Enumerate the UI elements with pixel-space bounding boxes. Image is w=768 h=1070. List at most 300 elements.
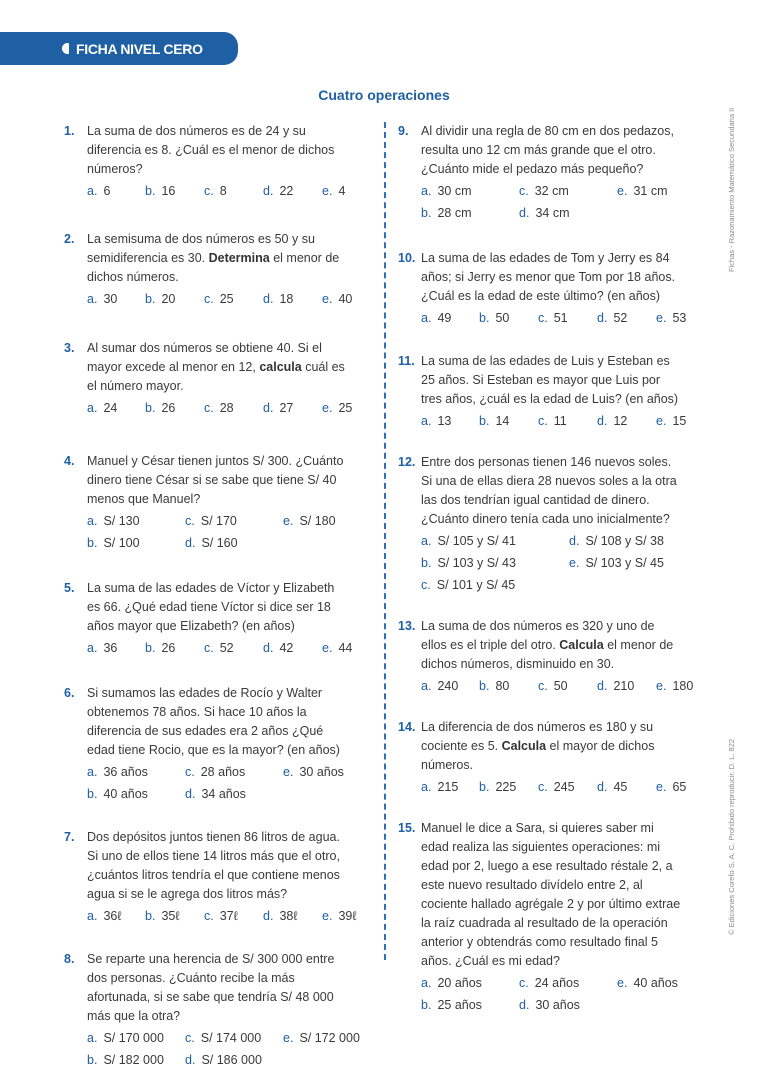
problem-statement <box>421 249 683 306</box>
option-letter: a. <box>421 414 432 428</box>
problem-11 <box>398 352 687 431</box>
answer-option[interactable] <box>538 778 597 797</box>
option-letter: a. <box>421 534 432 548</box>
option-value: 26 <box>161 641 176 655</box>
answer-option[interactable] <box>87 1029 185 1048</box>
problem-statement <box>421 617 683 674</box>
option-letter: a. <box>421 184 432 198</box>
option-value: 20 <box>161 292 176 306</box>
problem-1 <box>64 122 349 201</box>
answer-options <box>421 412 687 431</box>
problem-number: 12. <box>398 455 416 469</box>
option-value: S/ 103 y S/ 45 <box>585 556 664 570</box>
option-letter: c. <box>538 679 548 693</box>
option-letter: b. <box>479 679 490 693</box>
statement-text: Si sumamos las edades de Rocío y Walter obtenemos 78 años. Si hace 10 años la diferencia de sus edades era 2 años ¿Qué edad tiene Rocio, que es la mayor? (en años) <box>87 686 340 757</box>
option-value: 240 <box>437 679 459 693</box>
answer-option[interactable] <box>421 778 479 797</box>
problem-9 <box>398 122 683 223</box>
answer-option[interactable] <box>421 554 569 573</box>
option-value: S/ 170 000 <box>103 1031 164 1045</box>
answer-option[interactable] <box>519 182 617 201</box>
option-value: S/ 160 <box>201 536 238 550</box>
option-letter: e. <box>656 679 667 693</box>
option-value: 65 <box>672 780 687 794</box>
option-value: 45 <box>613 780 628 794</box>
answer-option[interactable] <box>87 290 145 309</box>
problem-number: 14. <box>398 720 416 734</box>
answer-option[interactable] <box>283 1029 373 1048</box>
answer-option[interactable] <box>421 204 519 223</box>
side-note-bottom: © Ediciones Corefo S. A. C. Prohibido reproducir. D. L. 822 <box>727 738 736 935</box>
option-letter: a. <box>421 311 432 325</box>
option-letter: c. <box>185 514 195 528</box>
option-letter: e. <box>322 641 333 655</box>
option-value: 30 <box>103 292 118 306</box>
option-value: 25 <box>219 292 234 306</box>
problem-statement <box>421 122 683 179</box>
option-letter: c. <box>204 401 214 415</box>
answer-option[interactable] <box>145 182 204 201</box>
option-letter: c. <box>204 909 214 923</box>
answer-option[interactable] <box>538 309 597 328</box>
option-letter: d. <box>263 401 274 415</box>
option-value: 6 <box>103 184 111 198</box>
option-letter: b. <box>479 780 490 794</box>
option-letter: a. <box>87 765 98 779</box>
answer-option[interactable] <box>87 534 185 553</box>
option-letter: e. <box>322 909 333 923</box>
problem-8 <box>64 950 360 1070</box>
answer-option[interactable] <box>283 512 373 531</box>
option-value: 180 <box>672 679 694 693</box>
option-value: 49 <box>437 311 452 325</box>
option-letter: e. <box>283 1031 294 1045</box>
answer-option[interactable] <box>597 677 656 696</box>
answer-option[interactable] <box>597 309 656 328</box>
answer-option[interactable] <box>87 785 185 804</box>
answer-option[interactable] <box>519 974 617 993</box>
problem-statement <box>87 828 349 904</box>
option-value: 42 <box>279 641 294 655</box>
option-value: 14 <box>495 414 510 428</box>
answer-option[interactable] <box>421 309 479 328</box>
option-letter: c. <box>538 780 548 794</box>
statement-text: Al dividir una regla de 80 cm en dos pedazos, resulta uno 12 cm más grande que el otro. ¿Cuánto mide el pedazo más pequeño? <box>421 124 674 176</box>
option-letter: d. <box>569 534 580 548</box>
option-value: 15 <box>672 414 687 428</box>
answer-option[interactable] <box>87 182 145 201</box>
answer-option[interactable] <box>656 677 706 696</box>
answer-option[interactable] <box>145 290 204 309</box>
right-column <box>398 122 694 1015</box>
answer-option[interactable] <box>185 1051 283 1070</box>
statement-text: La suma de las edades de Tom y Jerry es 84 años; si Jerry es menor que Tom por 18 años. ¿Cuál es la edad de este último? (en años) <box>421 251 676 303</box>
answer-options <box>421 309 687 328</box>
option-value: 30 cm <box>437 184 472 198</box>
option-letter: e. <box>617 184 628 198</box>
answer-option[interactable] <box>204 399 263 418</box>
option-value: 24 <box>103 401 118 415</box>
option-value: 36 <box>103 641 118 655</box>
answer-option[interactable] <box>479 677 538 696</box>
option-letter: e. <box>283 765 294 779</box>
problem-statement <box>87 230 349 287</box>
answer-option[interactable] <box>421 532 569 551</box>
problem-2 <box>64 230 353 309</box>
problem-statement <box>87 684 349 760</box>
banner-title: FICHA NIVEL CERO <box>76 40 203 57</box>
problem-statement <box>87 339 349 396</box>
option-letter: d. <box>263 909 274 923</box>
column-divider <box>384 122 386 960</box>
problem-statement <box>87 122 349 179</box>
option-letter: d. <box>597 414 608 428</box>
problem-14 <box>398 718 687 797</box>
answer-option[interactable] <box>479 309 538 328</box>
answer-option[interactable] <box>204 907 263 926</box>
option-letter: d. <box>185 1053 196 1067</box>
option-letter: c. <box>519 184 529 198</box>
option-letter: a. <box>87 514 98 528</box>
answer-option[interactable] <box>145 907 204 926</box>
answer-options <box>421 182 683 223</box>
statement-keyword: Determina <box>208 251 270 265</box>
statement-text: Manuel le dice a Sara, si quieres saber mi edad realiza las siguientes operaciones: mi edad por 2, luego a ese resultado réstale 2, a este nuevo resultado divídelo entre 2, al cociente hallado agrégale 2 y por último extrae la raíz cuadrada al resultado de la operación anterior y obtendrás como resultado final 5 años. ¿Cuál es mi edad? <box>421 821 681 968</box>
answer-option[interactable] <box>479 778 538 797</box>
option-letter: a. <box>421 976 432 990</box>
option-letter: b. <box>87 536 98 550</box>
answer-option[interactable] <box>421 996 519 1015</box>
answer-option[interactable] <box>87 399 145 418</box>
option-value: 51 <box>553 311 568 325</box>
problem-statement <box>421 718 683 775</box>
answer-option[interactable] <box>87 763 185 782</box>
option-value: 22 <box>279 184 294 198</box>
problem-number: 8. <box>64 952 75 966</box>
answer-options <box>87 512 349 553</box>
answer-option[interactable] <box>617 974 707 993</box>
answer-option[interactable] <box>519 996 617 1015</box>
statement-text: Se reparte una herencia de S/ 300 000 entre dos personas. ¿Cuánto recibe la más afortunada, si se sabe que tendría S/ 48 000 más que la otra? <box>87 952 335 1023</box>
option-letter: a. <box>87 184 98 198</box>
option-letter: d. <box>597 311 608 325</box>
problem-number: 5. <box>64 581 75 595</box>
answer-option[interactable] <box>185 785 283 804</box>
side-note-top: Fichas - Razonamiento Matemático Secundaria II <box>727 107 736 272</box>
option-letter: d. <box>263 641 274 655</box>
answer-option[interactable] <box>421 576 569 595</box>
option-value: 38ℓ <box>279 909 298 923</box>
statement-text: el menor de dichos números, disminuido en 30. <box>421 638 674 671</box>
answer-option[interactable] <box>204 639 263 658</box>
answer-option[interactable] <box>479 412 538 431</box>
problem-statement <box>87 579 349 636</box>
statement-text: Manuel y César tienen juntos S/ 300. ¿Cuánto dinero tiene César si se sabe que tiene S/ 40 menos que Manuel? <box>87 454 344 506</box>
option-value: 18 <box>279 292 294 306</box>
problem-number: 11. <box>398 354 415 368</box>
answer-option[interactable] <box>569 532 709 551</box>
answer-options <box>421 778 687 797</box>
answer-option[interactable] <box>597 778 656 797</box>
answer-option[interactable] <box>421 412 479 431</box>
problem-number: 15. <box>398 821 416 835</box>
option-value: 32 cm <box>534 184 569 198</box>
option-value: S/ 180 <box>299 514 336 528</box>
answer-option[interactable] <box>322 399 372 418</box>
answer-option[interactable] <box>538 677 597 696</box>
problem-15 <box>398 819 683 1015</box>
option-value: 27 <box>279 401 294 415</box>
option-value: S/ 172 000 <box>299 1031 360 1045</box>
option-value: 25 años <box>437 998 482 1012</box>
option-value: 50 <box>495 311 510 325</box>
option-letter: b. <box>421 998 432 1012</box>
option-letter: d. <box>597 679 608 693</box>
answer-option[interactable] <box>263 182 322 201</box>
problem-4 <box>64 452 349 553</box>
option-value: 215 <box>437 780 459 794</box>
statement-text: Entre dos personas tienen 146 nuevos soles. Si una de ellas diera 28 nuevos soles a la otra las dos tendrían igual cantidad de dinero. ¿Cuánto dinero tenía cada uno inicialmente? <box>421 455 677 526</box>
problem-statement <box>421 453 683 529</box>
statement-text: La suma de las edades de Luis y Esteban es 25 años. Si Esteban es mayor que Luis por tres años, ¿cuál es la edad de Luis? (en años) <box>421 354 679 406</box>
answer-option[interactable] <box>87 1051 185 1070</box>
option-value: S/ 182 000 <box>103 1053 164 1067</box>
option-value: 50 <box>553 679 568 693</box>
answer-option[interactable] <box>87 907 145 926</box>
answer-option[interactable] <box>283 763 373 782</box>
answer-option[interactable] <box>322 290 372 309</box>
answer-option[interactable] <box>656 778 706 797</box>
option-value: S/ 170 <box>200 514 237 528</box>
statement-keyword: calcula <box>259 360 302 374</box>
option-letter: b. <box>145 909 156 923</box>
answer-option[interactable] <box>185 763 283 782</box>
statement-text: La suma de las edades de Víctor y Elizabeth es 66. ¿Qué edad tiene Víctor si dice ser 18 años mayor que Elizabeth? (en años) <box>87 581 335 633</box>
answer-option[interactable] <box>204 290 263 309</box>
option-value: S/ 101 y S/ 45 <box>436 578 516 592</box>
option-letter: d. <box>185 536 196 550</box>
statement-keyword: Calcula <box>559 638 604 652</box>
option-value: 31 cm <box>633 184 668 198</box>
statement-text: La suma de dos números es 320 y uno de ellos es el triple del otro. <box>421 619 655 652</box>
option-value: 37ℓ <box>219 909 238 923</box>
option-value: 80 <box>495 679 510 693</box>
answer-option[interactable] <box>538 412 597 431</box>
option-value: 34 años <box>201 787 246 801</box>
page-title: Cuatro operaciones <box>318 87 450 103</box>
answer-option[interactable] <box>656 309 706 328</box>
option-letter: a. <box>421 679 432 693</box>
option-value: 245 <box>553 780 575 794</box>
option-letter: d. <box>519 206 530 220</box>
option-value: 52 <box>613 311 628 325</box>
answer-option[interactable] <box>569 554 709 573</box>
answer-option[interactable] <box>263 399 322 418</box>
option-letter: d. <box>597 780 608 794</box>
answer-options <box>87 1029 360 1070</box>
answer-option[interactable] <box>322 907 372 926</box>
option-letter: b. <box>479 414 490 428</box>
problem-number: 13. <box>398 619 416 633</box>
option-value: 4 <box>338 184 346 198</box>
option-value: 40 años <box>103 787 148 801</box>
option-letter: e. <box>569 556 580 570</box>
problem-5 <box>64 579 353 658</box>
option-value: 40 años <box>633 976 678 990</box>
option-letter: a. <box>421 780 432 794</box>
option-value: 28 cm <box>437 206 472 220</box>
problem-statement <box>87 452 349 509</box>
option-value: 44 <box>338 641 353 655</box>
option-letter: c. <box>519 976 529 990</box>
option-letter: a. <box>87 292 98 306</box>
option-letter: c. <box>204 641 214 655</box>
statement-text: el mayor de dichos números. <box>421 739 655 772</box>
option-value: 30 años <box>535 998 580 1012</box>
option-letter: b. <box>421 556 432 570</box>
statement-text: cuál es el número mayor. <box>87 360 345 393</box>
option-value: 39ℓ <box>338 909 357 923</box>
answer-option[interactable] <box>185 534 283 553</box>
level-banner <box>0 32 238 65</box>
option-letter: b. <box>145 401 156 415</box>
option-letter: c. <box>538 414 548 428</box>
answer-options <box>421 532 683 595</box>
option-letter: c. <box>185 1031 195 1045</box>
banner-marker-icon <box>62 43 69 54</box>
option-value: 8 <box>219 184 227 198</box>
problem-statement <box>87 950 349 1026</box>
option-value: 16 <box>161 184 176 198</box>
option-letter: d. <box>185 787 196 801</box>
option-value: 210 <box>613 679 635 693</box>
problem-12 <box>398 453 683 595</box>
statement-text: La semisuma de dos números es 50 y su semidiferencia es 30. <box>87 232 315 265</box>
option-letter: b. <box>145 184 156 198</box>
option-value: S/ 174 000 <box>200 1031 262 1045</box>
option-letter: e. <box>656 414 667 428</box>
option-value: 40 <box>338 292 353 306</box>
answer-options <box>421 677 694 696</box>
answer-options <box>87 182 349 201</box>
option-value: 12 <box>613 414 628 428</box>
option-value: 11 <box>553 414 567 428</box>
answer-option[interactable] <box>421 182 519 201</box>
option-letter: a. <box>87 641 98 655</box>
problem-6 <box>64 684 349 804</box>
option-value: 13 <box>437 414 452 428</box>
option-letter: d. <box>519 998 530 1012</box>
answer-option[interactable] <box>204 182 263 201</box>
answer-option[interactable] <box>87 639 145 658</box>
problem-number: 2. <box>64 232 75 246</box>
answer-option[interactable] <box>263 290 322 309</box>
problem-number: 9. <box>398 124 409 138</box>
option-value: 20 años <box>437 976 482 990</box>
option-value: 28 <box>219 401 234 415</box>
answer-options <box>87 290 353 309</box>
answer-options <box>87 639 353 658</box>
option-letter: b. <box>479 311 490 325</box>
answer-option[interactable] <box>145 639 204 658</box>
statement-text: La diferencia de dos números es 180 y su cociente es 5. <box>421 720 654 753</box>
answer-options <box>421 974 683 1015</box>
answer-option[interactable] <box>617 182 707 201</box>
answer-option[interactable] <box>185 512 283 531</box>
option-value: 24 años <box>534 976 580 990</box>
answer-option[interactable] <box>597 412 656 431</box>
option-letter: b. <box>145 292 156 306</box>
option-value: 36ℓ <box>103 909 122 923</box>
option-value: S/ 103 y S/ 43 <box>437 556 516 570</box>
answer-option[interactable] <box>87 512 185 531</box>
answer-options <box>87 907 357 926</box>
answer-options <box>87 763 349 804</box>
answer-option[interactable] <box>421 974 519 993</box>
option-letter: c. <box>421 578 431 592</box>
option-value: 26 <box>161 401 176 415</box>
answer-option[interactable] <box>185 1029 283 1048</box>
answer-option[interactable] <box>421 677 479 696</box>
answer-option[interactable] <box>263 639 322 658</box>
statement-text: Al sumar dos números se obtiene 40. Si el mayor excede al menor en 12, <box>87 341 322 374</box>
option-letter: e. <box>656 311 667 325</box>
problem-number: 6. <box>64 686 75 700</box>
option-letter: c. <box>204 184 214 198</box>
option-value: 53 <box>672 311 687 325</box>
problem-number: 1. <box>64 124 75 138</box>
option-value: S/ 105 y S/ 41 <box>437 534 516 548</box>
option-letter: e. <box>283 514 294 528</box>
answer-option[interactable] <box>656 412 706 431</box>
problem-10 <box>398 249 687 328</box>
left-column <box>64 122 360 1070</box>
answer-option[interactable] <box>322 639 372 658</box>
option-value: 28 años <box>200 765 246 779</box>
problem-7 <box>64 828 357 926</box>
option-value: S/ 100 <box>103 536 140 550</box>
option-letter: b. <box>421 206 432 220</box>
option-letter: c. <box>185 765 195 779</box>
option-value: 225 <box>495 780 517 794</box>
answer-option[interactable] <box>322 182 372 201</box>
option-letter: b. <box>87 787 98 801</box>
option-letter: e. <box>322 401 333 415</box>
problem-number: 10. <box>398 251 416 265</box>
problem-13 <box>398 617 694 696</box>
problem-number: 4. <box>64 454 75 468</box>
option-letter: a. <box>87 909 98 923</box>
option-value: 34 cm <box>535 206 570 220</box>
option-letter: b. <box>145 641 156 655</box>
option-letter: c. <box>538 311 548 325</box>
problem-statement <box>421 819 683 971</box>
option-value: 30 años <box>299 765 344 779</box>
statement-text: Dos depósitos juntos tienen 86 litros de agua. Si uno de ellos tiene 14 litros más que el otro, ¿cuántos litros tendría el que contiene menos agua si se le agrega dos litros más? <box>87 830 340 901</box>
option-letter: a. <box>87 1031 98 1045</box>
option-letter: e. <box>322 184 333 198</box>
option-value: 35ℓ <box>161 909 180 923</box>
option-value: S/ 130 <box>103 514 140 528</box>
answer-option[interactable] <box>145 399 204 418</box>
statement-text: La suma de dos números es de 24 y su diferencia es 8. ¿Cuál es el menor de dichos números? <box>87 124 335 176</box>
option-letter: e. <box>617 976 628 990</box>
answer-options <box>87 399 353 418</box>
answer-option[interactable] <box>519 204 617 223</box>
answer-option[interactable] <box>263 907 322 926</box>
option-letter: d. <box>263 292 274 306</box>
